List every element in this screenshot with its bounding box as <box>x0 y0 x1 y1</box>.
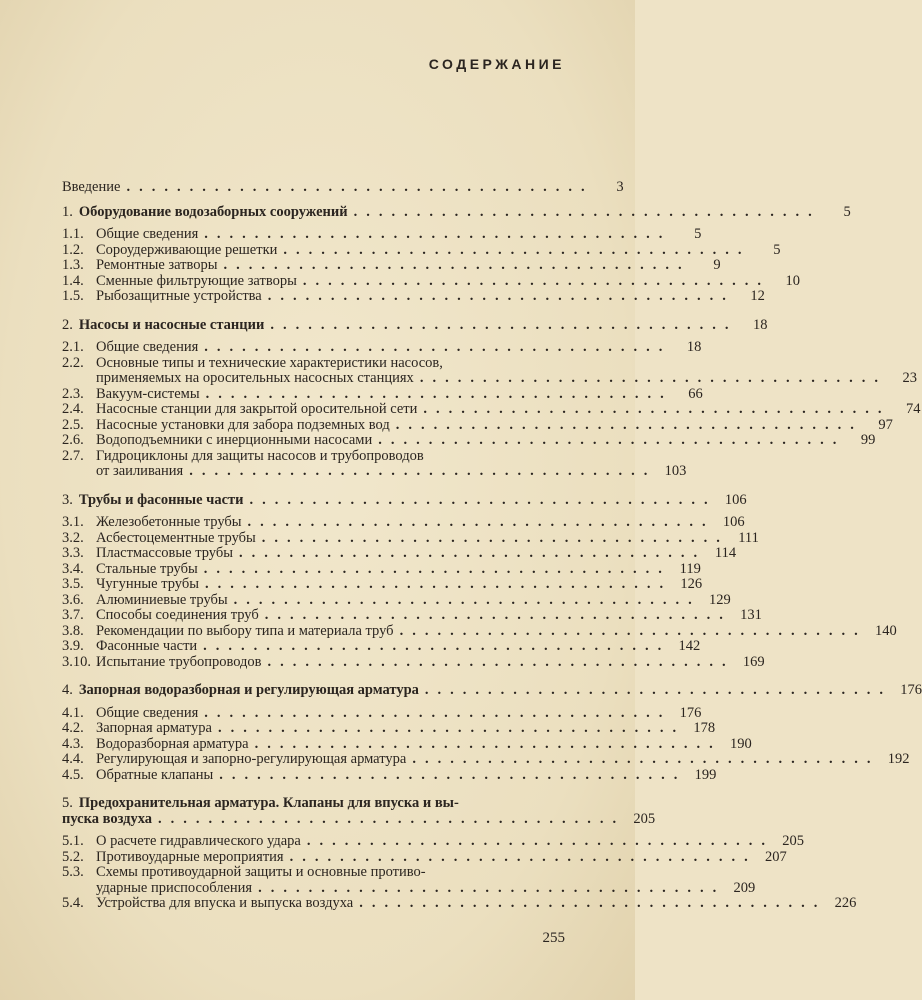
section-title-continued: применяемых на оросительных насосных станциях <box>96 370 414 386</box>
toc-entry[interactable] <box>62 241 781 259</box>
toc-page-number: 192 <box>887 751 910 767</box>
dot-leader: ..................................... <box>419 370 887 386</box>
dot-leader: ..................................... <box>399 622 867 639</box>
dot-leader: ..................................... <box>423 401 891 417</box>
toc-entry[interactable] <box>62 272 800 290</box>
dot-leader: ..................................... <box>353 203 821 220</box>
section-title: Основные типы и технические характеристики насосов, <box>96 354 443 371</box>
dot-leader: ..................................... <box>205 385 673 402</box>
toc-entry[interactable] <box>62 591 731 609</box>
toc-entry[interactable] <box>62 416 893 434</box>
section-number: 3.8. <box>62 622 84 639</box>
toc-page-number: 178 <box>693 720 716 736</box>
section-title: Запорная арматура <box>96 720 212 736</box>
toc-entry[interactable] <box>62 432 876 449</box>
section-number: 2.7. <box>62 447 84 464</box>
dot-leader: ..................................... <box>264 607 732 623</box>
chapter-number: 1. <box>62 203 73 220</box>
section-number: 3.1. <box>62 514 84 530</box>
section-number: 1.5. <box>62 288 84 304</box>
section-title: Рекомендации по выбору типа и материала труб <box>96 622 394 639</box>
chapter-number: 3. <box>62 491 73 508</box>
section-title: Вакуум-системы <box>96 385 200 402</box>
toc-page-number: 5 <box>773 241 781 258</box>
dot-leader: ..................................... <box>261 529 729 546</box>
toc-entry[interactable] <box>62 720 716 737</box>
dot-leader: ..................................... <box>395 416 863 433</box>
toc-entry[interactable] <box>62 607 762 624</box>
toc-page-number: 169 <box>742 653 765 670</box>
toc-page-number: 226 <box>834 895 857 911</box>
toc-entry[interactable] <box>62 766 717 784</box>
dot-leader: ..................................... <box>270 316 738 333</box>
chapter-title-continued: пуска воздуха <box>62 810 153 827</box>
section-title: О расчете гидравлического удара <box>96 833 301 849</box>
toc-entry[interactable] <box>62 622 897 640</box>
chapter-title: Оборудование водозаборных сооружений <box>78 203 348 220</box>
chapter-title: Запорная водоразборная и регулирующая арматура <box>78 682 419 698</box>
table-of-contents <box>62 179 922 912</box>
toc-entry[interactable] <box>62 848 787 866</box>
toc-page-number: 3 <box>616 179 624 195</box>
toc-page-number: 111 <box>738 529 759 546</box>
section-number: 2.3. <box>62 385 84 402</box>
dot-leader: ..................................... <box>204 704 672 721</box>
toc-page-number: 97 <box>878 416 893 433</box>
dot-leader: ..................................... <box>359 895 827 911</box>
toc-page-number: 18 <box>686 339 702 355</box>
dot-leader: ..................................... <box>424 682 893 698</box>
section-number: 3.4. <box>62 560 84 577</box>
toc-entry[interactable] <box>62 514 745 531</box>
dot-leader: ..................................... <box>247 514 715 530</box>
toc-entry[interactable] <box>62 354 917 387</box>
section-title: Насосные станции для закрытой оросительной сети <box>96 401 418 417</box>
dot-leader: ..................................... <box>204 576 673 592</box>
section-title: Общие сведения <box>96 339 199 355</box>
toc-page-number: 126 <box>680 576 703 592</box>
dot-leader: ..................................... <box>204 339 672 355</box>
toc-page-number: 119 <box>679 560 701 577</box>
toc-page-number: 10 <box>785 272 800 289</box>
chapter-title: Предохранительная арматура. Клапаны для впуска и вы- <box>78 795 459 811</box>
section-number: 3.6. <box>62 591 84 608</box>
dot-leader: ..................................... <box>267 653 735 670</box>
toc-page-number: 99 <box>860 432 876 448</box>
section-title: Сороудерживающие решетки <box>96 241 278 258</box>
dot-leader: ..................................... <box>204 226 672 242</box>
section-number: 2.6. <box>62 432 84 448</box>
toc-entry[interactable] <box>62 751 910 768</box>
toc-page-number: 176 <box>679 704 702 721</box>
toc-page-number: 106 <box>724 491 747 508</box>
section-number: 5.1. <box>62 833 84 849</box>
section-number: 2.5. <box>62 416 84 433</box>
dot-leader: ..................................... <box>223 257 691 273</box>
section-number: 4.5. <box>62 766 84 783</box>
section-title: Устройства для впуска и выпуска воздуха <box>96 895 354 911</box>
dot-leader: ..................................... <box>306 833 774 849</box>
section-title-continued: от заиливания <box>96 463 184 479</box>
toc-entry-title: Введение <box>62 179 121 195</box>
section-title: Водоподъемники с инерционными насосами <box>96 432 373 448</box>
section-number: 1.2. <box>62 241 84 258</box>
dot-leader: ..................................... <box>254 735 722 752</box>
toc-entry[interactable] <box>62 401 921 418</box>
section-title: Чугунные трубы <box>96 576 199 592</box>
toc-entry-intro[interactable] <box>62 179 624 196</box>
section-number: 1.4. <box>62 272 84 289</box>
section-title: Насосные установки для забора подземных вод <box>96 416 390 433</box>
chapter-number: 5. <box>62 795 73 811</box>
toc-page-number: 140 <box>874 622 897 639</box>
toc-entry[interactable] <box>62 576 703 593</box>
toc-entry[interactable] <box>62 288 765 305</box>
toc-page-number: 209 <box>733 879 756 896</box>
toc-entry[interactable] <box>62 833 804 850</box>
dot-leader: ..................................... <box>267 288 735 304</box>
section-title: Рыбозащитные устройства <box>96 288 262 304</box>
dot-leader: ..................................... <box>412 751 880 767</box>
chapter-title: Трубы и фасонные части <box>78 491 244 508</box>
dot-leader: ..................................... <box>302 272 770 289</box>
toc-chapter-4[interactable] <box>62 682 922 699</box>
toc-page-number: 129 <box>709 591 731 608</box>
dot-leader: ..................................... <box>258 879 726 896</box>
toc-entry[interactable] <box>62 653 765 671</box>
section-title: Асбестоцементные трубы <box>96 529 256 546</box>
toc-page-number: 205 <box>633 810 656 827</box>
toc-entry[interactable] <box>62 226 702 243</box>
toc-page-number: 114 <box>714 545 737 561</box>
toc-page-number: 190 <box>729 735 752 752</box>
section-number: 4.2. <box>62 720 84 736</box>
toc-page-number: 5 <box>843 203 851 220</box>
toc-entry[interactable] <box>62 735 752 753</box>
toc-entry[interactable] <box>62 895 857 912</box>
chapter-number: 4. <box>62 682 73 698</box>
section-title: Регулирующая и запорно-регулирующая арматура <box>96 751 407 767</box>
dot-leader: ..................................... <box>203 560 671 577</box>
toc-entry[interactable] <box>62 339 702 356</box>
toc-page-number: 142 <box>678 638 701 654</box>
toc-page-number: 66 <box>688 385 703 402</box>
dot-leader: ..................................... <box>217 720 686 736</box>
toc-entry[interactable] <box>62 529 759 547</box>
dot-leader: ..................................... <box>233 591 701 608</box>
dot-leader: ..................................... <box>158 810 626 827</box>
toc-entry[interactable] <box>62 447 687 480</box>
section-title: Схемы противоударной защиты и основные противо- <box>96 864 426 880</box>
page-number: 255 <box>542 930 565 946</box>
section-title: Пластмассовые трубы <box>96 545 233 561</box>
section-title: Железобетонные трубы <box>96 514 242 530</box>
section-number: 3.2. <box>62 529 84 546</box>
section-number: 3.5. <box>62 576 84 592</box>
dot-leader: ..................................... <box>289 848 757 865</box>
toc-page-number: 131 <box>740 607 762 623</box>
section-title: Сменные фильтрующие затворы <box>96 272 297 289</box>
section-title: Общие сведения <box>96 704 199 721</box>
toc-chapter-1[interactable] <box>62 203 851 221</box>
section-title: Ремонтные затворы <box>96 257 218 273</box>
toc-entry[interactable] <box>62 704 702 722</box>
section-title: Алюминиевые трубы <box>96 591 228 608</box>
toc-entry[interactable] <box>62 638 701 655</box>
toc-page-number: 23 <box>902 370 917 386</box>
section-title: Гидроциклоны для защиты насосов и трубопроводов <box>96 447 424 464</box>
toc-page-number: 176 <box>900 682 922 698</box>
toc-page-number: 18 <box>752 316 768 333</box>
toc-entry[interactable] <box>62 385 703 403</box>
dot-leader: ..................................... <box>283 241 751 258</box>
dot-leader: ..................................... <box>203 638 671 654</box>
section-title: Обратные клапаны <box>96 766 214 783</box>
section-title: Стальные трубы <box>96 560 198 577</box>
dot-leader: ..................................... <box>249 491 717 508</box>
toc-page-number: 207 <box>764 848 787 865</box>
section-number: 1.1. <box>62 226 84 242</box>
section-number: 3.7. <box>62 607 84 623</box>
section-number: 3.10. <box>62 653 91 670</box>
toc-page-number: 205 <box>782 833 804 849</box>
dot-leader: ..................................... <box>378 432 846 448</box>
toc-chapter-2[interactable] <box>62 316 768 334</box>
dot-leader: ..................................... <box>189 463 657 479</box>
section-title: Испытание трубопроводов <box>96 653 262 670</box>
toc-chapter-5[interactable] <box>62 795 656 827</box>
toc-page-number: 9 <box>713 257 721 273</box>
section-number: 1.3. <box>62 257 84 273</box>
toc-page-number: 5 <box>694 226 702 242</box>
section-number: 4.3. <box>62 735 84 752</box>
section-number: 4.4. <box>62 751 84 767</box>
section-title-continued: ударные приспособления <box>96 879 253 896</box>
section-number: 4.1. <box>62 704 84 721</box>
toc-entry[interactable] <box>62 257 721 274</box>
section-number: 3.9. <box>62 638 84 654</box>
section-number: 5.3. <box>62 864 84 880</box>
chapter-title: Насосы и насосные станции <box>78 316 265 333</box>
section-title: Фасонные части <box>96 638 198 654</box>
dot-leader: ..................................... <box>238 545 707 561</box>
toc-page-number: 106 <box>722 514 745 530</box>
page-title: СОДЕРЖАНИЕ <box>428 56 565 72</box>
toc-entry[interactable] <box>62 545 737 562</box>
chapter-number: 2. <box>62 316 73 333</box>
section-title: Противоударные мероприятия <box>96 848 284 865</box>
toc-page-number: 74 <box>905 401 921 417</box>
toc-page-number: 103 <box>664 463 687 479</box>
section-title: Способы соединения труб <box>96 607 259 623</box>
section-title: Общие сведения <box>96 226 199 242</box>
toc-page-number: 12 <box>750 288 765 304</box>
dot-leader: ..................................... <box>126 179 594 195</box>
section-number: 2.4. <box>62 401 84 417</box>
dot-leader: ..................................... <box>219 766 687 783</box>
section-title: Водоразборная арматура <box>96 735 249 752</box>
section-number: 5.2. <box>62 848 84 865</box>
section-number: 5.4. <box>62 895 84 911</box>
toc-entry[interactable] <box>62 560 701 578</box>
toc-page-number: 199 <box>694 766 717 783</box>
section-number: 3.3. <box>62 545 84 561</box>
section-number: 2.2. <box>62 354 84 371</box>
toc-entry[interactable] <box>62 864 756 896</box>
section-number: 2.1. <box>62 339 84 355</box>
toc-chapter-3[interactable] <box>62 491 747 509</box>
